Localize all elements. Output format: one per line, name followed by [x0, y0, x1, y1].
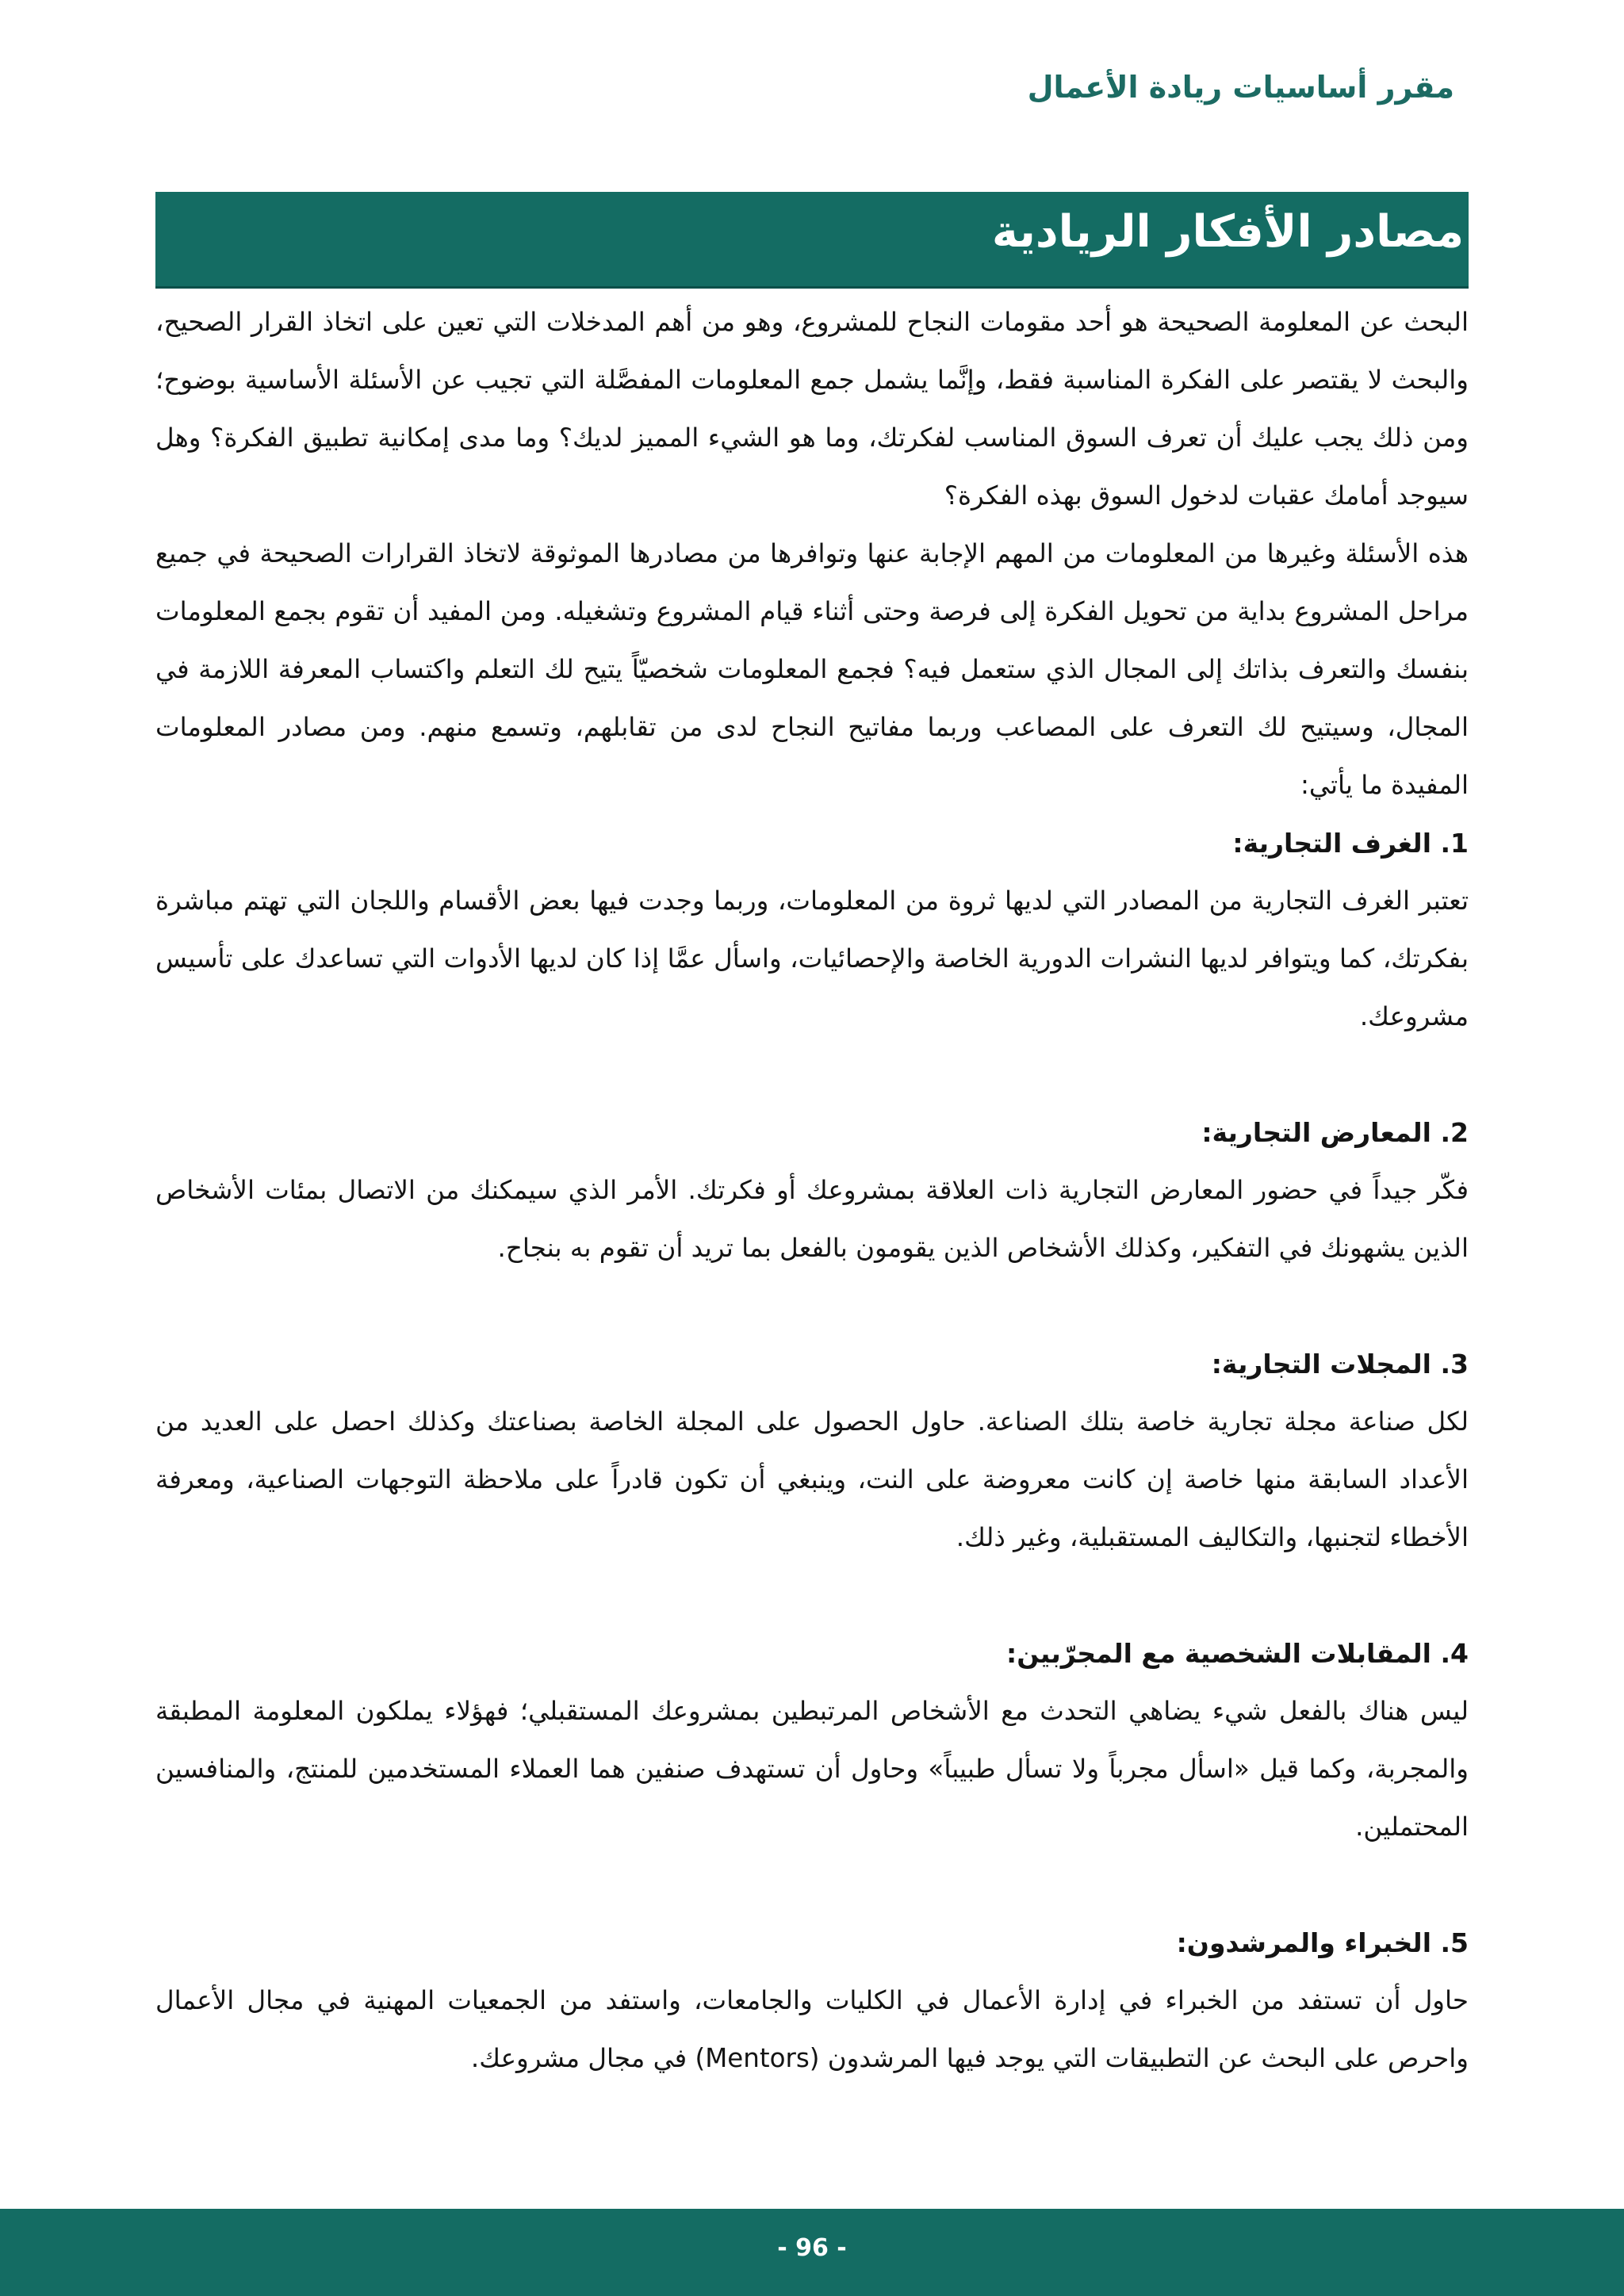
intro-paragraph: البحث عن المعلومة الصحيحة هو أحد مقومات النجاح للمشروع، وهو من أهم المدخلات التي تعين على اتخاذ القرار الصحيح، والبحث لا يقتصر على الفكرة المناسبة فقط، وإنَّما يشمل جمع المعلومات المفصَّلة التي تجيب عن الأسئلة الأساسية بوضوح؛ ومن ذلك يجب عليك أن تعرف السوق المناسب لفكرتك، وما هو الشيء المميز لديك؟ وما مدى إمكانية تطبيق الفكرة؟ وهل سيوجد أمامك عقبات لدخول السوق بهذه الفكرة؟	[155, 307, 1469, 511]
course-title: مقرر أساسيات ريادة الأعمال	[1027, 70, 1454, 105]
source-heading-experts: 5. الخبراء والمرشدون:	[1176, 1927, 1469, 1958]
source-heading-chambers: 1. الغرف التجارية:	[1232, 828, 1469, 859]
source-body-exhibitions: فكّر جيداً في حضور المعارض التجارية ذات العلاقة بمشروعك أو فكرتك. الأمر الذي سيمكنك من الاتصال بمئات الأشخاص الذين يشهونك في التفكير، وكذلك الأشخاص الذين يقومون بالفعل بما تريد أن تقوم به بنجاح.	[155, 1175, 1469, 1263]
source-body-experts: حاول أن تستفد من الخبراء في إدارة الأعمال في الكليات والجامعات، واستفد من الجمعيات المهنية في مجال الأعمال واحرص على البحث عن التطبيقات التي يوجد فيها المرشدون (Mentors) في مجال مشروعك.	[155, 1985, 1469, 2073]
source-body-interviews: ليس هناك بالفعل شيء يضاهي التحدث مع الأشخاص المرتبطين بمشروعك المستقبلي؛ فهؤلاء يملكون المعلومة المطبقة والمجربة، وكما قيل «اسأل مجرباً ولا تسأل طبيباً» وحاول أن تستهدف صنفين هما العملاء المستخدمين للمنتج، والمنافسين المحتملين.	[155, 1696, 1469, 1842]
section-title: مصادر الأفكار الريادية	[991, 206, 1464, 258]
source-body-magazines: لكل صناعة مجلة تجارية خاصة بتلك الصناعة. حاول الحصول على المجلة الخاصة بصناعتك وكذلك احصل على العديد من الأعداد السابقة منها خاصة إن كانت معروضة على النت، وينبغي أن تكون قادراً على ملاحظة التوجهات الصناعية، ومعرفة الأخطاء لتجنبها، والتكاليف المستقبلية، وغير ذلك.	[155, 1406, 1469, 1552]
source-body-chambers: تعتبر الغرف التجارية من المصادر التي لديها ثروة من المعلومات، وربما وجدت فيها بعض الأقسام واللجان التي تهتم مباشرة بفكرتك، كما ويتوافر لديها النشرات الدورية الخاصة والإحصائيات، واسأل عمَّا إذا كان لديها الأدوات التي تساعدك على تأسيس مشروعك.	[155, 886, 1469, 1031]
footer-band	[0, 2209, 1624, 2296]
intro-paragraph: هذه الأسئلة وغيرها من المعلومات من المهم الإجابة عنها وتوافرها من مصادرها الموثوقة لاتخاذ القرارات الصحيحة في جميع مراحل المشروع بداية من تحويل الفكرة إلى فرصة وحتى أثناء قيام المشروع وتشغيله. ومن المفيد أن تقوم بجمع المعلومات بنفسك والتعرف بذاتك إلى المجال الذي ستعمل فيه؟ فجمع المعلومات شخصيّاً يتيح لك التعلم واكتساب المعرفة اللازمة في المجال، وسيتيح لك التعرف على المصاعب وربما مفاتيح النجاح لدى من تقابلهم، وتسمع منهم. ومن مصادر المعلومات المفيدة ما يأتي:	[155, 538, 1469, 800]
section-title-band	[155, 192, 1469, 289]
source-heading-exhibitions: 2. المعارض التجارية:	[1201, 1117, 1469, 1148]
source-heading-magazines: 3. المجلات التجارية:	[1211, 1349, 1469, 1380]
page-number: - 96 -	[777, 2234, 847, 2262]
source-heading-interviews: 4. المقابلات الشخصية مع المجرّبين:	[1006, 1638, 1469, 1669]
page-content	[155, 293, 1469, 2087]
